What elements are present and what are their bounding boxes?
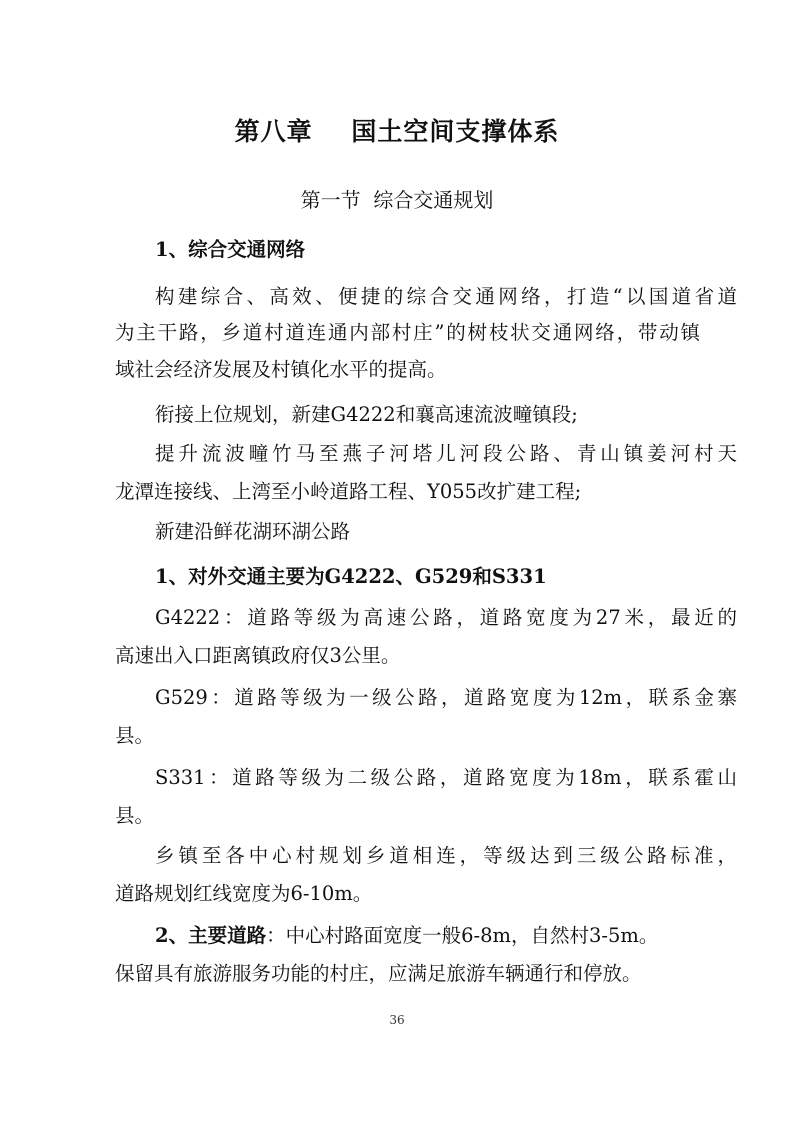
paragraph-line: 衔接上位规划，新建G4222和襄高速流波疃镇段;	[155, 403, 578, 426]
paragraph-line: 县。	[115, 804, 155, 827]
paragraph-line	[155, 922, 658, 950]
paragraph-line: G4222：道路等级为高速公路，道路宽度为27米，最近的	[155, 606, 737, 629]
heading-external-traffic: 1、对外交通主要为G4222、G529和S331	[155, 565, 547, 588]
main-roads-text: ：中心村路面宽度一般6-8m，自然村3-5m。	[266, 924, 659, 947]
paragraph-line: S331：道路等级为二级公路，道路宽度为18m，联系霍山	[155, 766, 737, 789]
main-roads-label: 2、主要道路	[155, 924, 267, 947]
paragraph-line: 乡镇至各中心村规划乡道相连，等级达到三级公路标准，	[155, 844, 737, 867]
paragraph-line: 保留具有旅游服务功能的村庄，应满足旅游车辆通行和停放。	[115, 962, 642, 985]
paragraph-line: 龙潭连接线、上湾至小岭道路工程、Y055改扩建工程;	[115, 480, 582, 503]
heading-comprehensive-network: 1、综合交通网络	[155, 238, 306, 261]
paragraph-line: 高速出入口距离镇政府仅3公里。	[115, 644, 401, 667]
paragraph-line: 新建沿鲜花湖环湖公路	[155, 520, 351, 543]
paragraph-line: 县。	[115, 724, 155, 747]
section-title: 第一节 综合交通规划	[300, 188, 494, 212]
paragraph-line: 提升流波疃竹马至燕子河塔儿河段公路、青山镇姜河村天	[155, 442, 737, 465]
paragraph-line: 构建综合、高效、便捷的综合交通网络，打造“以国道省道	[155, 285, 737, 308]
chapter-title: 第八章 国土空间支撑体系	[234, 117, 560, 146]
page-number: 36	[389, 1013, 405, 1027]
paragraph-line: 域社会经济发展及村镇化水平的提高。	[115, 358, 447, 381]
paragraph-line: 道路规划红线宽度为6-10m。	[115, 882, 373, 905]
paragraph-line: 为主干路，乡道村道连通内部村庄”的树枝状交通网络，带动镇	[115, 321, 700, 344]
paragraph-line: G529：道路等级为一级公路，道路宽度为12m，联系金寨	[155, 686, 737, 709]
